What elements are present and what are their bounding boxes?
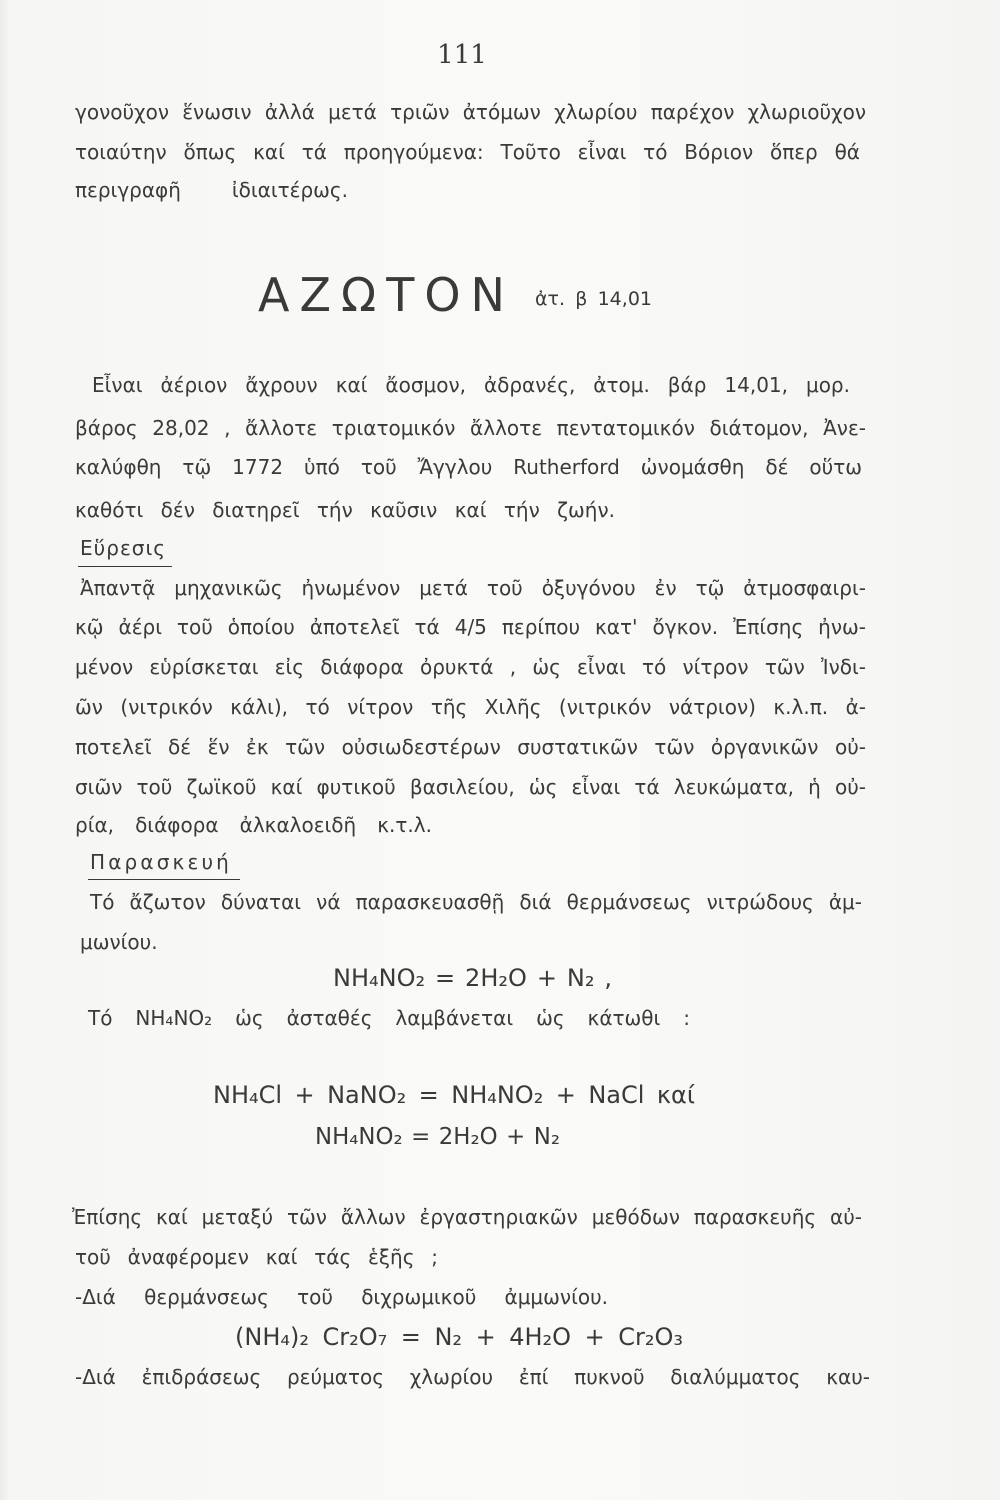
text-line: ῶν (νιτρικόν κάλι), τό νίτρον τῆς Χιλῆς (νιτρικόν νάτριον) κ.λ.π. ἀ- bbox=[75, 695, 866, 719]
heading-underline bbox=[78, 566, 172, 567]
text-line: περιγραφῆ ἰδιαιτέρως. bbox=[75, 178, 348, 202]
page-number: 111 bbox=[437, 40, 487, 70]
text-line: Εἶναι ἀέριον ἄχρουν καί ἄοσμον, ἀδρανές, ἀτομ. βάρ 14,01, μορ. bbox=[92, 373, 850, 397]
text-line: μωνίου. bbox=[80, 930, 158, 954]
text-line: μένον εὑρίσκεται εἰς διάφορα ὀρυκτά , ὡς εἶναι τό νίτρον τῶν Ἰνδι- bbox=[75, 655, 866, 679]
text-line: τοιαύτην ὅπως καί τά προηγούμενα: Τοῦτο εἶναι τό Βόριον ὅπερ θά bbox=[75, 140, 860, 164]
section-heading-occurrence: Εὕρεσις bbox=[80, 536, 166, 560]
chemical-equation: NH₄NO₂ = 2H₂O + N₂ bbox=[315, 1124, 560, 1150]
text-line: -Διά θερμάνσεως τοῦ διχρωμικοῦ ἀμμωνίου. bbox=[75, 1285, 608, 1309]
text-line: Τό NH₄NO₂ ὡς ἀσταθές λαμβάνεται ὡς κάτωθι : bbox=[88, 1006, 690, 1030]
text-line: κῷ ἀέρι τοῦ ὁποίου ἀποτελεῖ τά 4/5 περίπου κατ' ὄγκον. Ἐπίσης ἠνω- bbox=[75, 615, 866, 639]
text-line: βάρος 28,02 , ἄλλοτε τριατομικόν ἄλλοτε πεντατομικόν διάτομον, Ἀνε- bbox=[75, 416, 866, 440]
text-line: καθότι δέν διατηρεῖ τήν καῦσιν καί τήν ζωήν. bbox=[75, 498, 615, 522]
text-line: καλύφθη τῷ 1772 ὑπό τοῦ Ἄγγλου Rutherford ὠνομάσθη δέ οὕτω bbox=[75, 455, 862, 479]
chemical-equation: (NH₄)₂ Cr₂O₇ = N₂ + 4H₂O + Cr₂O₃ bbox=[235, 1323, 683, 1351]
chemical-equation: NH₄NO₂ = 2H₂O + N₂ , bbox=[333, 964, 612, 992]
text-line: σιῶν τοῦ ζωϊκοῦ καί φυτικοῦ βασιλείου, ὡς εἶναι τά λευκώματα, ἡ οὐ- bbox=[75, 775, 866, 799]
atomic-weight-note: ἀτ. β 14,01 bbox=[535, 288, 652, 310]
text-line: ρία, διάφορα ἀλκαλοειδῆ κ.τ.λ. bbox=[75, 813, 432, 837]
chemical-equation: NH₄Cl + NaNO₂ = NH₄NO₂ + NaCl καί bbox=[213, 1081, 695, 1109]
text-line: γονοῦχον ἕνωσιν ἀλλά μετά τριῶν ἀτόμων χλωρίου παρέχον χλωριοῦχον bbox=[75, 100, 866, 124]
text-line: Τό ἄζωτον δύναται νά παρασκευασθῇ διά θερμάνσεως νιτρώδους ἀμ- bbox=[90, 890, 862, 914]
heading-underline bbox=[88, 879, 240, 880]
text-line: -Διά ἐπιδράσεως ρεύματος χλωρίου ἐπί πυκνοῦ διαλύμματος καυ- bbox=[75, 1365, 870, 1389]
chapter-title: ΑΖΩΤΟΝ bbox=[258, 268, 515, 322]
text-line: ποτελεῖ δέ ἕν ἐκ τῶν οὐσιωδεστέρων συστατικῶν τῶν ὀργανικῶν οὐ- bbox=[75, 735, 866, 759]
text-line: Ἐπίσης καί μεταξύ τῶν ἄλλων ἐργαστηριακῶν μεθόδων παρασκευῆς αὐ- bbox=[72, 1205, 862, 1229]
text-line: τοῦ ἀναφέρομεν καί τάς ἑξῆς ; bbox=[75, 1245, 438, 1269]
text-line: Ἀπαντᾷ μηχανικῶς ἠνωμένον μετά τοῦ ὀξυγόνου ἐν τῷ ἀτμοσφαιρι- bbox=[80, 576, 866, 600]
section-heading-preparation: Παρασκευή bbox=[90, 850, 232, 874]
